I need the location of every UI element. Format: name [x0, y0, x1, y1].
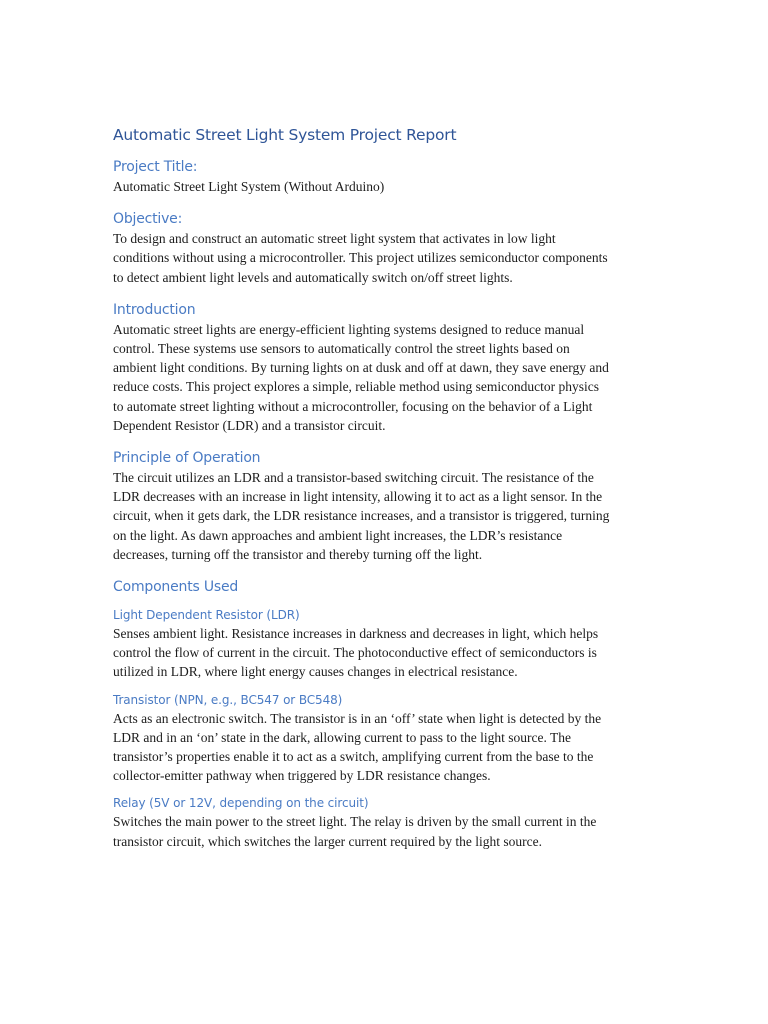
transistor-paragraph	[113, 709, 658, 786]
objective-section	[113, 210, 658, 287]
transistor-line: LDR and in an ‘on’ state in the dark, allowing current to pass to the light source. The	[113, 729, 572, 745]
introduction-line: Automatic street lights are energy-efficient lighting systems designed to reduce manual	[113, 321, 585, 337]
objective-line: To design and construct an automatic street light system that activates in low light	[113, 231, 556, 247]
transistor-line: collector-emitter pathway when triggered by LDR resistance changes.	[113, 768, 491, 784]
objective-heading: Objective:	[113, 211, 183, 228]
introduction-line: Dependent Resistor (LDR) and a transistor circuit.	[113, 417, 386, 433]
transistor-line: transistor’s properties enable it to act as a switch, amplifying current from the base to the	[113, 749, 594, 765]
transistor-line: Acts as an electronic switch. The transistor is in an ‘off’ state when light is detected by the	[113, 710, 602, 726]
objective-paragraph	[113, 229, 658, 287]
principle-line: The circuit utilizes an LDR and a transistor-based switching circuit. The resistance of the	[113, 470, 594, 486]
components-heading: Components Used	[113, 579, 239, 596]
introduction-heading: Introduction	[113, 301, 196, 318]
transistor-heading: Transistor (NPN, e.g., BC547 or BC548)	[113, 692, 343, 707]
ldr-line: Senses ambient light. Resistance increases in darkness and decreases in light, which helps	[113, 626, 599, 642]
principle-line: LDR decreases with an increase in light intensity, allowing it to act as a light sensor. In the	[113, 489, 603, 505]
principle-section	[113, 449, 658, 564]
introduction-line: to automate street lighting without a microcontroller, focusing on the behavior of a Light	[113, 398, 593, 414]
introduction-paragraph	[113, 320, 658, 435]
introduction-line: reduce costs. This project explores a simple, reliable method using semiconductor physics	[113, 379, 600, 395]
introduction-line: control. These systems use sensors to automatically control the street lights based on	[113, 341, 570, 357]
principle-paragraph	[113, 468, 658, 564]
principle-line: circuit, when it gets dark, the LDR resistance increases, and a transistor is triggered, turning	[113, 508, 610, 524]
objective-line: to detect ambient light levels and automatically switch on/off street lights.	[113, 269, 513, 285]
principle-line: decreases, turning off the transistor and thereby turning off the light.	[113, 546, 483, 562]
relay-paragraph	[113, 812, 658, 850]
ldr-line: control the flow of current in the circuit. The photoconductive effect of semiconductors is	[113, 645, 597, 661]
document-page	[113, 124, 658, 851]
project-title-heading: Project Title:	[113, 159, 198, 175]
relay-line: Switches the main power to the street light. The relay is driven by the small current in the	[113, 814, 597, 830]
relay-heading: Relay (5V or 12V, depending on the circuit)	[113, 796, 369, 811]
ldr-paragraph	[113, 624, 658, 682]
objective-line: conditions without using a microcontroller. This project utilizes semiconductor components	[113, 250, 608, 266]
introduction-section	[113, 301, 658, 435]
relay-line: transistor circuit, which switches the larger current required by the light source.	[113, 833, 542, 849]
principle-heading: Principle of Operation	[113, 450, 261, 467]
document-title: Automatic Street Light System Project Report	[113, 126, 457, 144]
components-section	[113, 578, 658, 851]
ldr-heading: Light Dependent Resistor (LDR)	[113, 608, 300, 623]
principle-line: on the light. As dawn approaches and ambient light increases, the LDR’s resistance	[113, 527, 563, 543]
introduction-line: ambient light conditions. By turning lights on at dusk and off at dawn, they save energy and	[113, 360, 609, 376]
project-title-section	[113, 158, 658, 196]
project-title-text: Automatic Street Light System (Without Arduino)	[113, 179, 385, 194]
ldr-line: utilized in LDR, where light energy causes changes in electrical resistance.	[113, 664, 518, 680]
